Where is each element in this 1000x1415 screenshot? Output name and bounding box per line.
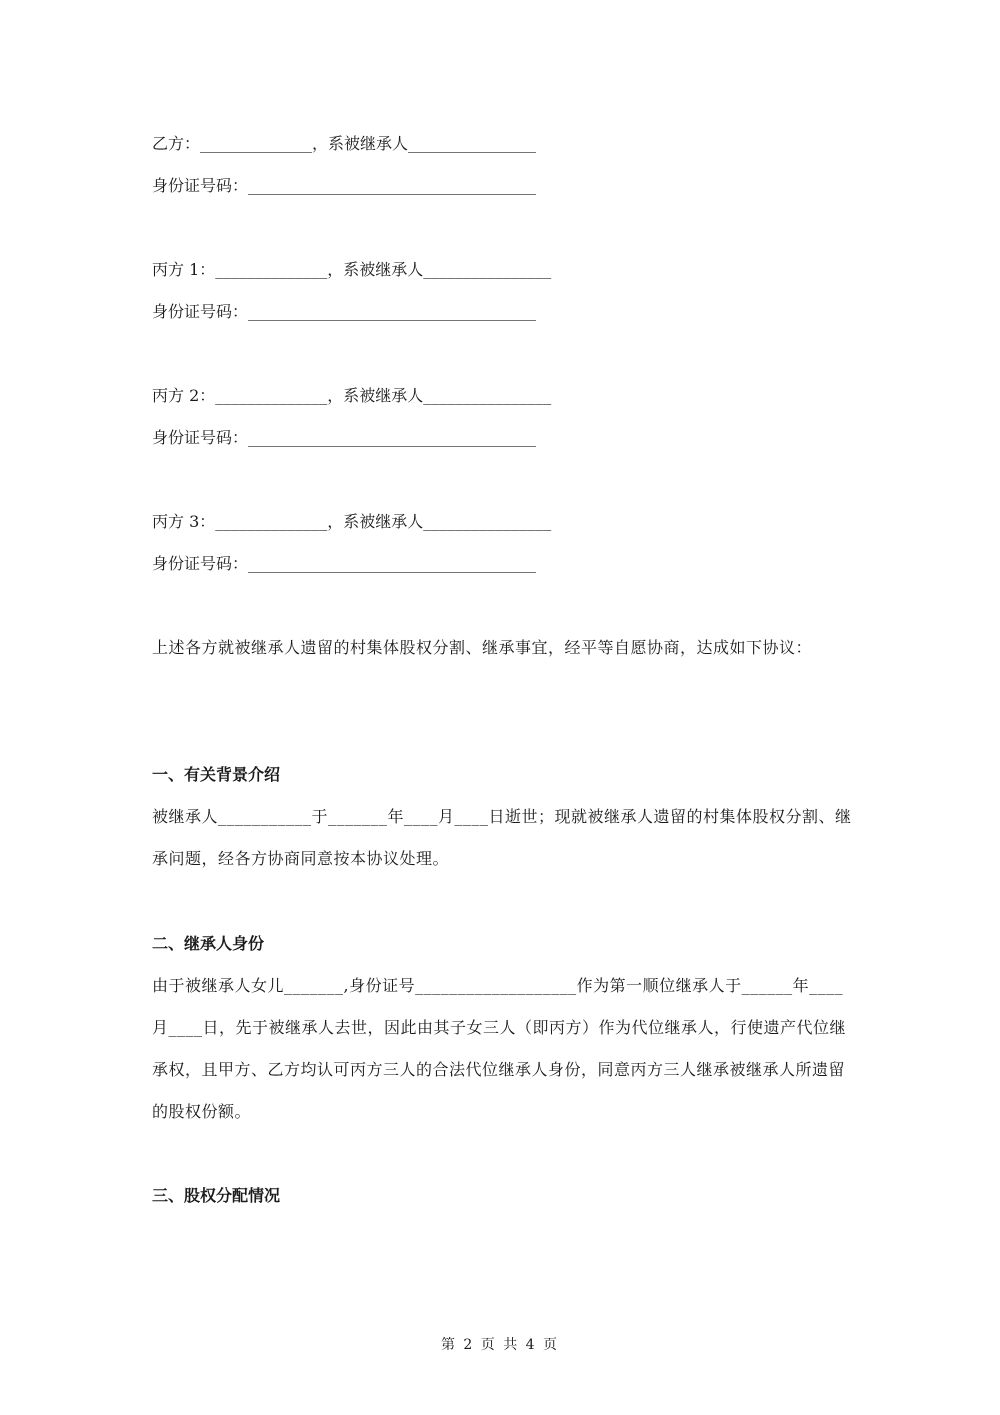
- intro-paragraph: 上述各方就被继承人遗留的村集体股权分割、继承事宜，经平等自愿协商，达成如下协议：: [152, 638, 813, 657]
- party-bing2-line: 丙方 2：______________，系被继承人________________: [152, 386, 552, 405]
- party-bing1-line: 丙方 1：______________，系被继承人________________: [152, 260, 552, 279]
- party-bing3-id-line: 身份证号码：____________________________________: [152, 554, 537, 573]
- section-2-heading: 二、继承人身份: [152, 934, 265, 953]
- party-yi-line: 乙方：______________，系被继承人________________: [152, 134, 537, 153]
- section-2-body: 由于被继承人女儿_______,身份证号___________________作为第一顺位继承人于______年____月____日，先于被继承人去世，因此由其子女三人（即丙方）作为代位继承人，行使遗产代位继承权，且甲方、乙方均认可丙方三人的合法代位继承人身份，同意丙方三人继承被继承人所遗留的股权份额。: [152, 976, 847, 1121]
- section-1-heading: 一、有关背景介绍: [152, 765, 281, 784]
- party-bing3-line: 丙方 3：______________，系被继承人________________: [152, 512, 552, 531]
- party-yi-id-line: 身份证号码：____________________________________: [152, 176, 537, 195]
- section-3-heading: 三、股权分配情况: [152, 1186, 281, 1205]
- section-1-body: 被继承人___________于_______年____月____日逝世；现就被继承人遗留的村集体股权分割、继承问题，经各方协商同意按本协议处理。: [152, 807, 852, 868]
- party-bing2-id-line: 身份证号码：____________________________________: [152, 428, 537, 447]
- party-bing1-id-line: 身份证号码：____________________________________: [152, 302, 537, 321]
- page-footer: 第 2 页 共 4 页: [440, 1337, 560, 1353]
